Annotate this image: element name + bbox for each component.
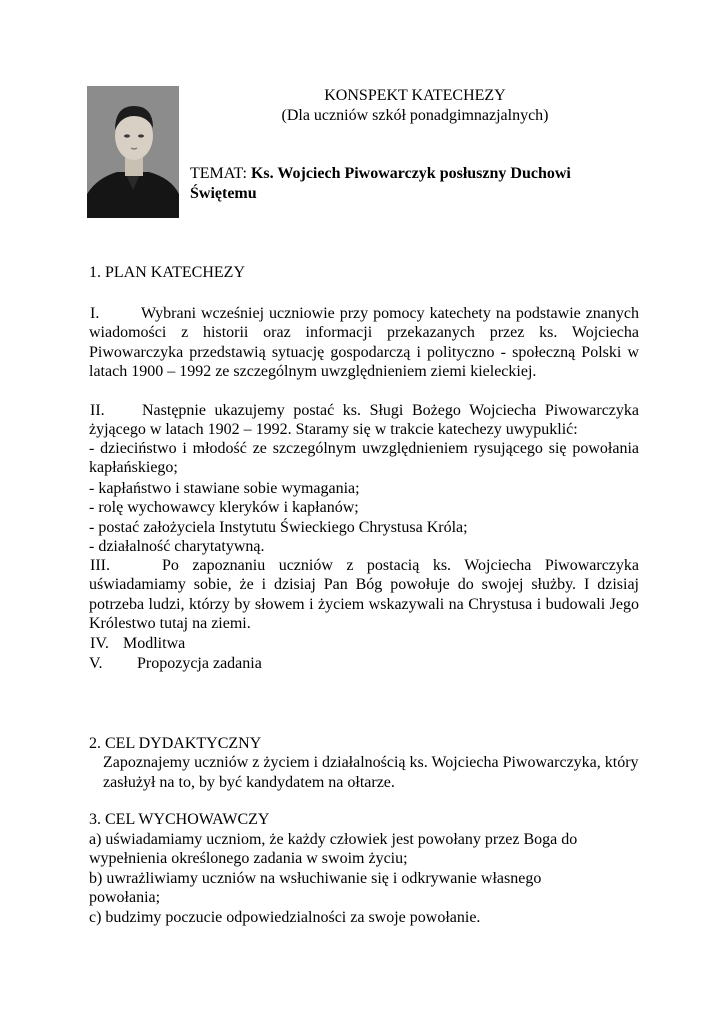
document-title: KONSPEKT KATECHEZY <box>324 87 506 104</box>
plan-item-1-text: Wybrani wcześniej uczniowie przy pomocy katechety na podstawie znanych wiadomości z historii oraz informacji przekazanych przez ks. Wojciecha Piwowarczyka przedstawią sytuację gospodarczą i polityczno - społeczną Polski w latach 1900 – 1992 ze szczególnym uwzględnieniem ziemi kieleckiej. <box>89 305 639 380</box>
plan-item-2-number: II. <box>90 402 105 419</box>
plan-bullet-4: - postać założyciela Instytutu Świeckiego Chrystusa Króla; <box>89 519 468 536</box>
section1-heading: 1. PLAN KATECHEZY <box>89 264 245 281</box>
topic-label: TEMAT: <box>190 165 251 182</box>
plan-bullet-2: - kapłaństwo i stawiane sobie wymagania; <box>89 480 360 497</box>
plan-item-4-number: IV. <box>90 635 109 652</box>
goal-a: a) uświadamiamy uczniom, że każdy człowiek jest powołany przez Boga do wypełnienia określonego zadania w swoim życiu; <box>89 831 578 868</box>
plan-item-3 <box>89 556 639 633</box>
portrait-photo <box>87 86 179 218</box>
section2-heading: 2. CEL DYDAKTYCZNY <box>89 735 262 752</box>
plan-item-5 <box>89 654 639 673</box>
goal-c: c) budzimy poczucie odpowiedzialności za swoje powołanie. <box>89 909 481 926</box>
goal-b: b) uwrażliwiamy uczniów na wsłuchiwanie się i odkrywanie własnego powołania; <box>89 870 542 907</box>
plan-item-3-text: Po zapoznaniu uczniów z postacią ks. Wojciecha Piwowarczyka uświadamiamy sobie, że i dzisiaj Pan Bóg powołuje do swojej służby. I dzisiaj potrzeba ludzi, którzy by słowem i życiem wskazywali na Chrystusa i budowali Jego Królestwo tutaj na ziemi. <box>89 557 639 632</box>
plan-item-1 <box>89 304 639 381</box>
topic-text: Ks. Wojciech Piwowarczyk posłuszny Duchowi Świętemu <box>190 165 571 202</box>
plan-bullet-1: - dzieciństwo i młodość ze szczególnym uwzględnieniem rysującego się powołania kapłańskiego; <box>89 440 639 477</box>
plan-item-5-text: Propozycja zadania <box>137 655 262 672</box>
plan-item-4 <box>89 634 639 653</box>
topic <box>190 164 640 204</box>
plan-item-4-text: Modlitwa <box>123 635 186 652</box>
plan-item-5-number: V. <box>89 655 103 672</box>
plan-item-1-number: I. <box>90 305 100 322</box>
section2-text: Zapoznajemy uczniów z życiem i działalnością ks. Wojciecha Piwowarczyka, który zasłużył na to, by być kandydatem na ołtarze. <box>103 754 639 791</box>
plan-bullet-5: - działalność charytatywną. <box>89 538 265 555</box>
plan-item-2 <box>89 401 639 440</box>
plan-item-3-number: III. <box>90 557 110 574</box>
section3-heading: 3. CEL WYCHOWAWCZY <box>89 811 270 828</box>
plan-bullet-3: - rolę wychowawcy kleryków i kapłanów; <box>89 499 359 516</box>
document-subtitle: (Dla uczniów szkół ponadgimnazjalnych) <box>281 107 549 124</box>
plan-item-2-text: Następnie ukazujemy postać ks. Sługi Bożego Wojciecha Piwowarczyka żyjącego w latach 1902 – 1992. Staramy się w trakcie katechezy uwypuklić: <box>89 402 639 439</box>
